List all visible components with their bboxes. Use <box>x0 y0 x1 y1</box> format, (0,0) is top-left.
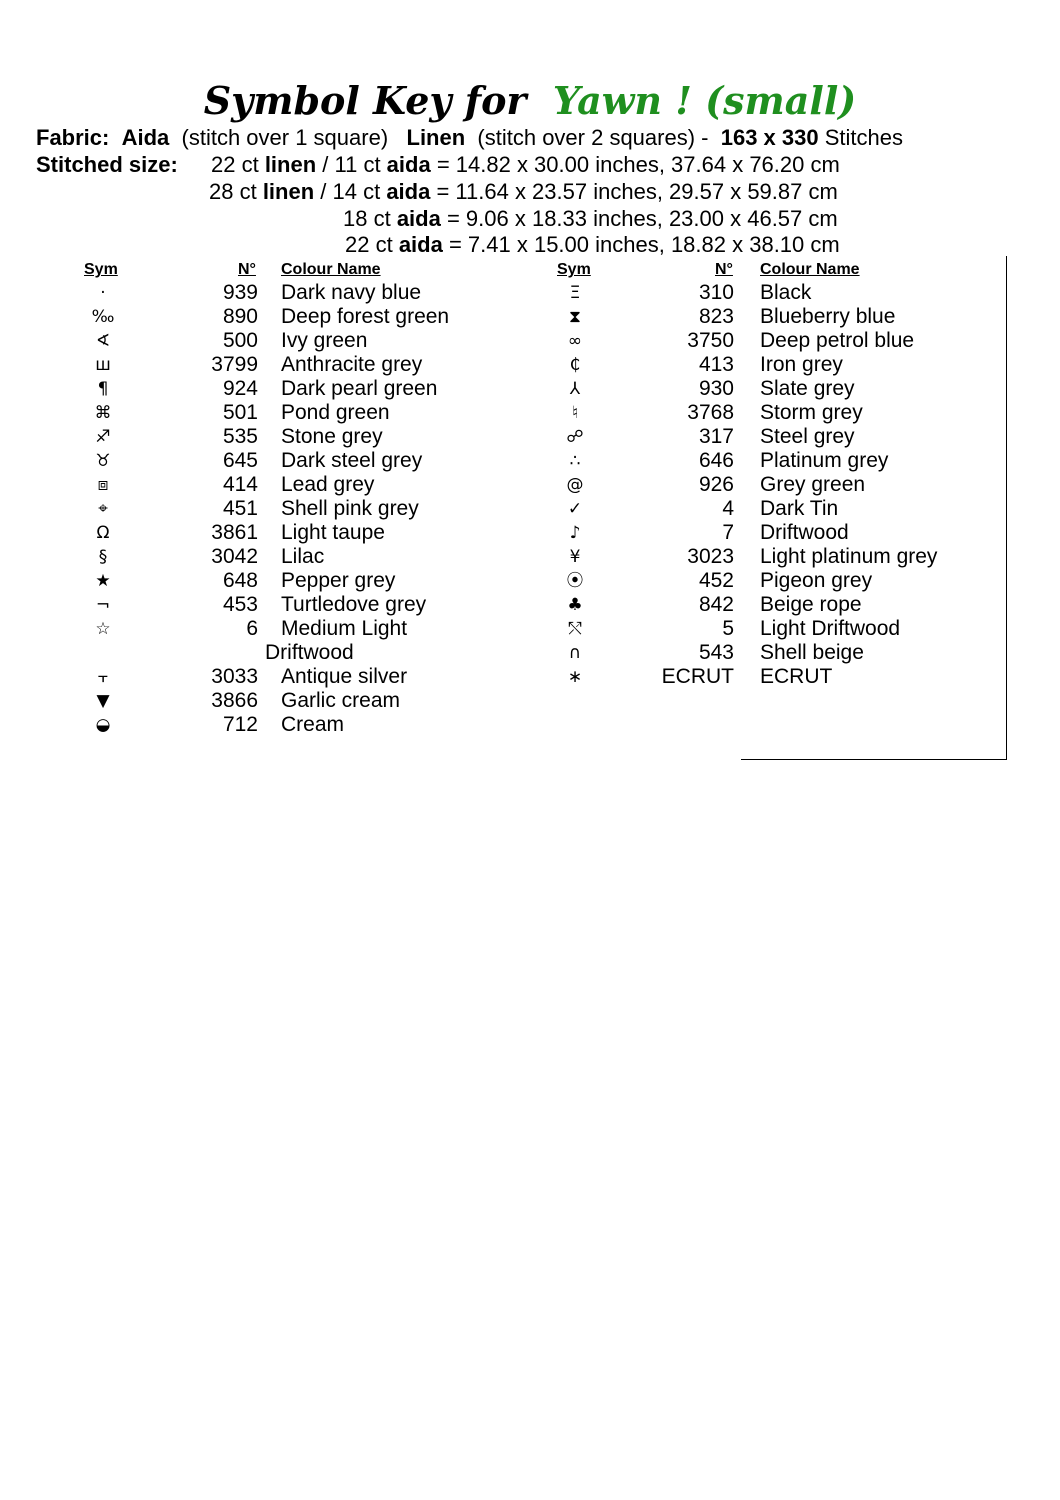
stitch-symbol: ¶ <box>97 379 109 399</box>
stitch-symbol: ∴ <box>569 451 581 471</box>
colour-name: Shell pink grey <box>281 497 419 520</box>
thread-number: 823 <box>698 305 734 328</box>
stitch-symbol: ⧗ <box>569 307 581 327</box>
header-num-left: N° <box>238 261 256 278</box>
size-dimensions: = 7.41 x 15.00 inches, 18.82 x 38.10 cm <box>442 232 840 257</box>
thread-number: 4 <box>722 497 734 520</box>
thread-number: 3768 <box>687 401 734 424</box>
thread-number: 890 <box>222 305 258 328</box>
ct-value: / 11 ct <box>316 152 387 177</box>
thread-number: 3866 <box>211 689 258 712</box>
thread-number: 6 <box>246 617 258 640</box>
size-dimensions: = 9.06 x 18.33 inches, 23.00 x 46.57 cm <box>440 206 838 231</box>
thread-number: 452 <box>698 569 734 592</box>
colour-name: Dark navy blue <box>281 281 422 304</box>
colour-name: Medium Light <box>281 617 408 640</box>
stitch-symbol: ∗ <box>567 667 583 687</box>
fabric-type: linen <box>264 152 317 177</box>
ct-value: 28 ct <box>209 179 263 204</box>
colour-name: Antique silver <box>281 665 408 688</box>
stitched-size-line <box>345 232 840 258</box>
colour-name: Light taupe <box>281 521 385 544</box>
stitch-symbol: ♮ <box>571 403 579 423</box>
colour-name: Lilac <box>281 545 325 568</box>
thread-number: ECRUT <box>661 665 734 688</box>
colour-name: Dark steel grey <box>281 449 423 472</box>
colour-name: Pigeon grey <box>760 569 873 592</box>
thread-number: 645 <box>222 449 258 472</box>
colour-name: Cream <box>281 713 345 736</box>
table-row <box>0 665 1060 689</box>
stitch-symbol: Ω <box>96 523 110 543</box>
colour-name: Stone grey <box>281 425 383 448</box>
table-row <box>0 425 1060 449</box>
stitches-word: Stitches <box>824 125 903 150</box>
table-row <box>0 281 1060 305</box>
stitch-symbol: ∞ <box>567 331 583 351</box>
stitch-symbol: ♪ <box>569 523 581 543</box>
stitch-symbol: ★ <box>95 571 111 591</box>
colour-name: Lead grey <box>281 473 375 496</box>
stitch-symbol: ♉ <box>95 451 111 471</box>
stitch-symbol: ☆ <box>95 619 111 639</box>
thread-number: 648 <box>222 569 258 592</box>
ct-value: 18 ct <box>343 206 397 231</box>
colour-name: Blueberry blue <box>760 305 896 328</box>
header-sym-left: Sym <box>84 261 118 278</box>
fabric-aida: Aida <box>121 125 170 150</box>
stitch-symbol: ¬ <box>95 595 111 615</box>
thread-number: 414 <box>222 473 258 496</box>
colour-name: Light platinum grey <box>760 545 938 568</box>
stitch-symbol: § <box>98 547 108 567</box>
stitched-size-line <box>343 206 838 232</box>
thread-number: 5 <box>722 617 734 640</box>
stitch-count: 163 x 330 <box>720 125 819 150</box>
stitch-symbol: ☍ <box>566 427 584 447</box>
thread-number: 3023 <box>687 545 734 568</box>
stitched-size-line <box>209 179 838 205</box>
thread-number: 453 <box>222 593 258 616</box>
fabric-type: aida <box>386 179 431 204</box>
colour-name: Beige rope <box>760 593 862 616</box>
table-row <box>0 641 1060 665</box>
fabric-type: aida <box>386 152 431 177</box>
title-prefix: Symbol Key for <box>203 78 527 123</box>
thread-number: 3033 <box>211 665 258 688</box>
thread-number: 939 <box>222 281 258 304</box>
table-row <box>0 545 1060 569</box>
colour-name: Pond green <box>281 401 390 424</box>
ct-value: 22 ct <box>211 152 265 177</box>
stitch-symbol: ✓ <box>567 499 583 519</box>
thread-number: 413 <box>698 353 734 376</box>
stitch-symbol: ♣ <box>567 595 583 615</box>
table-row <box>0 521 1060 545</box>
thread-number: 842 <box>698 593 734 616</box>
table-row <box>0 689 1060 713</box>
colour-name: Dark pearl green <box>281 377 438 400</box>
stitch-symbol: ¥ <box>569 547 581 567</box>
colour-name: Anthracite grey <box>281 353 423 376</box>
title-pattern-name: Yawn ! (small) <box>552 78 857 123</box>
thread-number: 500 <box>222 329 258 352</box>
ct-value: 22 ct <box>345 232 399 257</box>
stitch-symbol: @ <box>566 475 584 495</box>
colour-name: Iron grey <box>760 353 843 376</box>
thread-number: 3042 <box>211 545 258 568</box>
thread-number: 501 <box>222 401 258 424</box>
table-row <box>0 305 1060 329</box>
stitch-symbol: ⦿ <box>566 571 584 591</box>
header-sym-right: Sym <box>557 261 591 278</box>
stitched-size-line <box>211 152 840 178</box>
colour-name: Shell beige <box>760 641 864 664</box>
fabric-linen-note: (stitch over 2 squares) - <box>477 125 709 150</box>
stitch-symbol: ⌖ <box>98 499 108 519</box>
colour-name: Grey green <box>760 473 866 496</box>
colour-name: Driftwood <box>760 521 849 544</box>
colour-name: Black <box>760 281 812 304</box>
table-row <box>0 353 1060 377</box>
fabric-aida-note: (stitch over 1 square) <box>181 125 389 150</box>
stitched-size-label: Stitched size: <box>36 152 178 177</box>
thread-number: 926 <box>698 473 734 496</box>
fabric-linen: Linen <box>406 125 466 150</box>
thread-number: 930 <box>698 377 734 400</box>
page-title <box>0 78 1060 124</box>
stitch-symbol: ‰ <box>91 307 115 327</box>
colour-name: Light Driftwood <box>760 617 901 640</box>
colour-name: Platinum grey <box>760 449 889 472</box>
header-name-right: Colour Name <box>760 261 860 278</box>
thread-number: 3861 <box>211 521 258 544</box>
thread-number: 310 <box>698 281 734 304</box>
table-row <box>0 377 1060 401</box>
thread-number: 451 <box>222 497 258 520</box>
thread-number: 3799 <box>211 353 258 376</box>
thread-number: 924 <box>222 377 258 400</box>
table-row <box>0 713 1060 737</box>
table-row <box>0 497 1060 521</box>
stitch-symbol: ₵ <box>569 355 581 375</box>
stitch-symbol: · <box>100 283 106 303</box>
stitch-symbol: ∢ <box>95 331 111 351</box>
stitch-symbol: ∩ <box>568 643 582 663</box>
fabric-type: aida <box>396 206 441 231</box>
stitch-symbol: ♐ <box>95 427 111 447</box>
table-row <box>0 449 1060 473</box>
stitch-symbol: ⫟ <box>97 667 109 687</box>
stitch-symbol: ⅄ <box>569 379 581 399</box>
header-name-left: Colour Name <box>281 261 381 278</box>
stitch-symbol: ▼ <box>96 691 110 711</box>
table-row <box>0 569 1060 593</box>
thread-number: 317 <box>698 425 734 448</box>
fabric-type: linen <box>262 179 315 204</box>
table-row <box>0 473 1060 497</box>
colour-name: Ivy green <box>281 329 368 352</box>
header-num-right: N° <box>715 261 733 278</box>
colour-name: Storm grey <box>760 401 863 424</box>
table-row <box>0 617 1060 641</box>
colour-name: Slate grey <box>760 377 855 400</box>
thread-number: 535 <box>222 425 258 448</box>
colour-name: Turtledove grey <box>281 593 427 616</box>
colour-name: Garlic cream <box>281 689 401 712</box>
table-row <box>0 329 1060 353</box>
colour-name: Steel grey <box>760 425 855 448</box>
fabric-type: aida <box>398 232 443 257</box>
stitch-symbol: Ξ <box>569 283 581 303</box>
colour-name: ECRUT <box>760 665 833 688</box>
thread-number: 7 <box>722 521 734 544</box>
table-row <box>0 401 1060 425</box>
size-dimensions: = 11.64 x 23.57 inches, 29.57 x 59.87 cm <box>430 179 838 204</box>
thread-number: 3750 <box>687 329 734 352</box>
fabric-label: Fabric: <box>36 125 110 150</box>
table-right-border <box>1006 256 1007 760</box>
ct-value: / 14 ct <box>314 179 387 204</box>
colour-name: Deep forest green <box>281 305 450 328</box>
thread-number: 712 <box>222 713 258 736</box>
stitch-symbol: ◒ <box>95 715 111 735</box>
colour-name: Pepper grey <box>281 569 396 592</box>
stitch-symbol: ⤲ <box>568 619 582 639</box>
stitch-symbol: ⧈ <box>97 475 109 495</box>
colour-name-continued: Driftwood <box>265 641 354 664</box>
colour-name: Deep petrol blue <box>760 329 915 352</box>
table-row <box>0 593 1060 617</box>
stitch-symbol: ш <box>95 355 111 375</box>
table-bottom-border <box>741 759 1007 760</box>
size-dimensions: = 14.82 x 30.00 inches, 37.64 x 76.20 cm <box>430 152 840 177</box>
fabric-line <box>36 125 903 151</box>
thread-number: 646 <box>698 449 734 472</box>
stitch-symbol: ⌘ <box>94 403 112 423</box>
colour-name: Dark Tin <box>760 497 839 520</box>
thread-number: 543 <box>698 641 734 664</box>
